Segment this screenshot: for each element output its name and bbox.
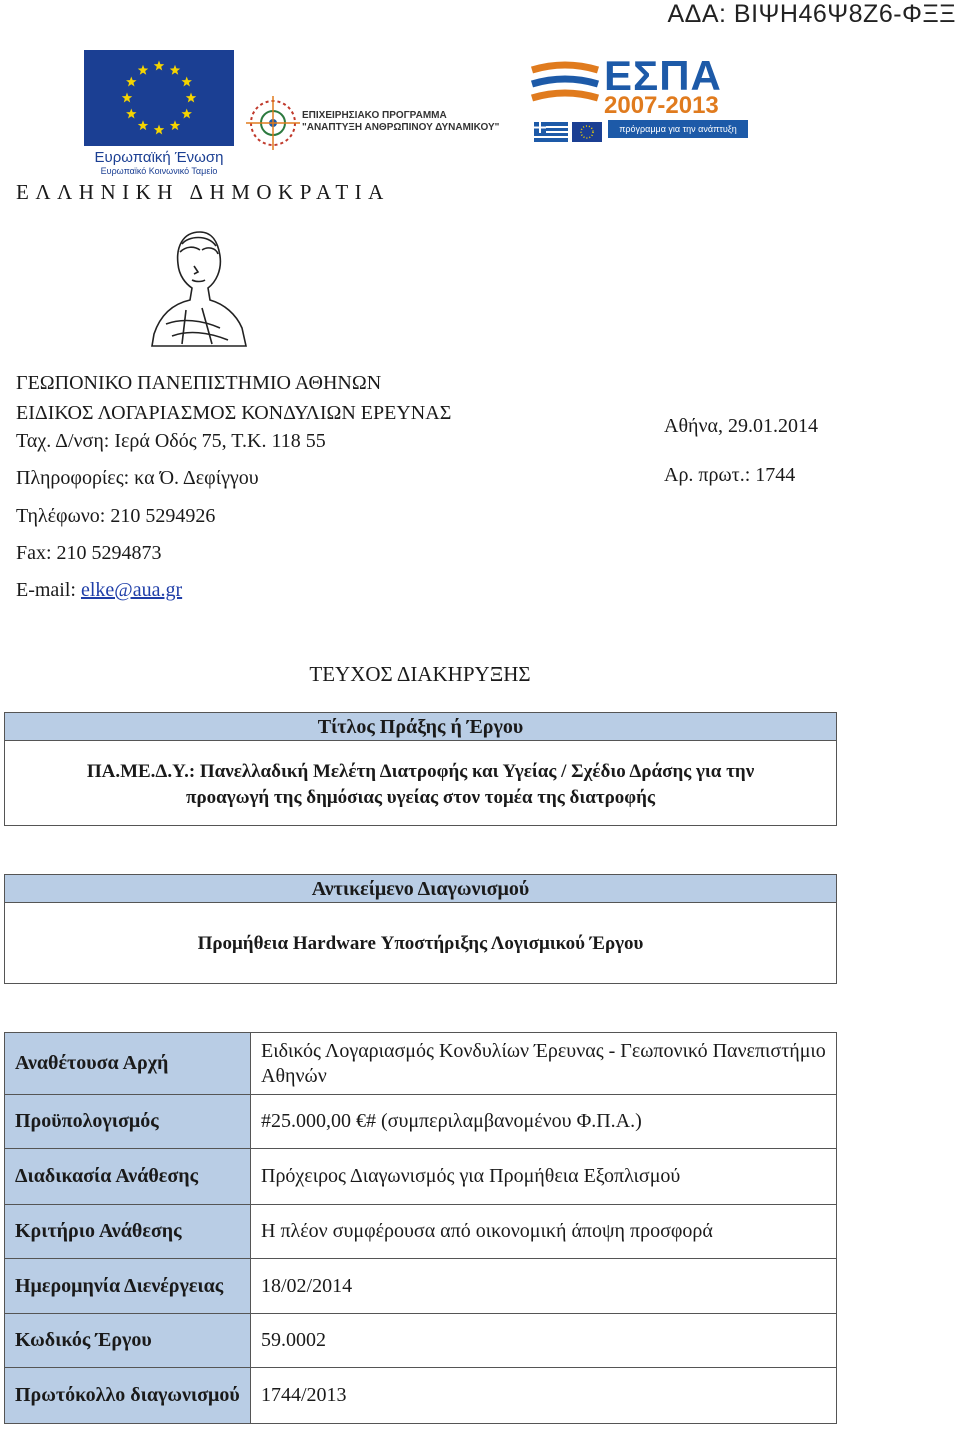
detail-key: Πρωτόκολλο διαγωνισμού [5,1368,251,1424]
eu-star-icon [154,61,164,71]
email-line [16,579,182,602]
detail-key: Ημερομηνία Διενέργειας [5,1259,251,1314]
eu-star-icon [186,93,196,103]
detail-value: Ειδικός Λογαριασμός Κονδυλίων Έρευνας - Γεωπονικό Πανεπιστήμιο Αθηνών [251,1033,837,1095]
detail-value: 18/02/2014 [251,1259,837,1314]
tender-subject-box [4,874,837,984]
espa-stripes-icon [530,60,600,120]
tender-subject-header: Αντικείμενο Διαγωνισμού [5,875,836,903]
project-title-text [5,759,836,811]
eu-star-icon [154,125,164,135]
postal-address: Ταχ. Δ/νση: Ιερά Οδός 75, Τ.Κ. 118 55 [16,430,326,452]
op-title-line2: "ΑΝΑΠΤΥΞΗ ΑΝΘΡΩΠΙΝΟΥ ΔΥΝΑΜΙΚΟΥ" [302,122,500,133]
table-row [5,1259,837,1314]
espa-tagline: πρόγραμμα για την ανάπτυξη [608,120,748,138]
eu-star-icon [126,77,136,87]
email-label: E-mail: [16,579,81,601]
email-link[interactable]: elke@aua.gr [80,579,183,601]
eu-logo [84,50,234,176]
table-row [5,1368,837,1424]
document-date: Αθήνα, 29.01.2014 [664,415,819,437]
detail-value: 59.0002 [251,1314,837,1368]
detail-key: Προϋπολογισμός [5,1095,251,1149]
republic-heading: ΕΛΛΗΝΙΚΗ ΔΗΜΟΚΡΑΤΙΑ [16,180,390,204]
op-title-line1: ΕΠΙΧΕΙΡΗΣΙΑΚΟ ΠΡΟΓΡΑΜΜΑ [302,110,447,121]
project-title-box [4,712,837,826]
university-name: ΓΕΩΠΟΝΙΚΟ ΠΑΝΕΠΙΣΤΗΜΙΟ ΑΘΗΝΩΝ [16,372,382,394]
tender-subject-text: Προμήθεια Hardware Υποστήριξης Λογισμικού Έργου [197,933,644,954]
tender-details-table [4,1032,837,1424]
op-emblem-icon [246,92,300,154]
table-row [5,1205,837,1259]
ada-code: ΑΔΑ: ΒΙΨΗ46Ψ8Ζ6-ΦΞΞ [667,0,956,28]
eu-star-icon [181,109,191,119]
research-account-name: ΕΙΔΙΚΟΣ ΛΟΓΑΡΙΑΣΜΟΣ ΚΟΝΔΥΛΙΩΝ ΕΡΕΥΝΑΣ [16,402,452,424]
table-row [5,1314,837,1368]
eu-star-icon [170,65,180,75]
espa-years: 2007-2013 [604,92,719,119]
eu-star-icon [126,109,136,119]
espa-logo [530,52,750,144]
op-logo [246,92,516,154]
eu-star-icon [181,77,191,87]
detail-value: #25.000,00 €# (συμπεριλαμβανομένου Φ.Π.Α.) [251,1095,837,1149]
detail-key: Αναθέτουσα Αρχή [5,1033,251,1095]
eu-small-flag-icon [572,122,602,142]
contact-person: Πληροφορίες: κα Ό. Δεφίγγου [16,467,259,489]
detail-value: Η πλέον συμφέρουσα από οικονομική άποψη προσφορά [251,1205,837,1259]
detail-value: Πρόχειρος Διαγωνισμός για Προμήθεια Εξοπλισμού [251,1149,837,1205]
project-title-header: Τίτλος Πράξης ή Έργου [5,713,836,741]
detail-value: 1744/2013 [251,1368,837,1424]
document-title: ΤΕΥΧΟΣ ΔΙΑΚΗΡΥΞΗΣ [309,662,531,686]
university-bust-icon [142,224,258,350]
table-row [5,1149,837,1205]
eu-caption: Ευρωπαϊκή Ένωση [94,149,224,166]
table-row [5,1095,837,1149]
detail-key: Διαδικασία Ανάθεσης [5,1149,251,1205]
eu-subcaption: Ευρωπαϊκό Κοινωνικό Ταμείο [100,166,218,176]
phone-number: Τηλέφωνο: 210 5294926 [16,505,216,527]
table-row [5,1033,837,1095]
project-title-line2: προαγωγή της δημόσιας υγείας στον τομέα της διατροφής [186,787,655,808]
protocol-number: Αρ. πρωτ.: 1744 [664,464,796,486]
eu-star-icon [138,65,148,75]
fax-number: Fax: 210 5294873 [16,542,162,564]
eu-star-icon [138,120,148,130]
project-title-line1: ΠΑ.ΜΕ.Δ.Υ.: Πανελλαδική Μελέτη Διατροφής και Υγείας / Σχέδιο Δράσης για την [86,761,755,782]
eu-stars-icon [84,50,234,146]
greek-flag-icon [534,122,568,142]
detail-key: Κριτήριο Ανάθεσης [5,1205,251,1259]
eu-flag-icon [84,50,234,146]
eu-star-icon [170,120,180,130]
detail-key: Κωδικός Έργου [5,1314,251,1368]
eu-star-icon [122,93,132,103]
espa-word: ΕΣΠΑ [604,52,722,99]
